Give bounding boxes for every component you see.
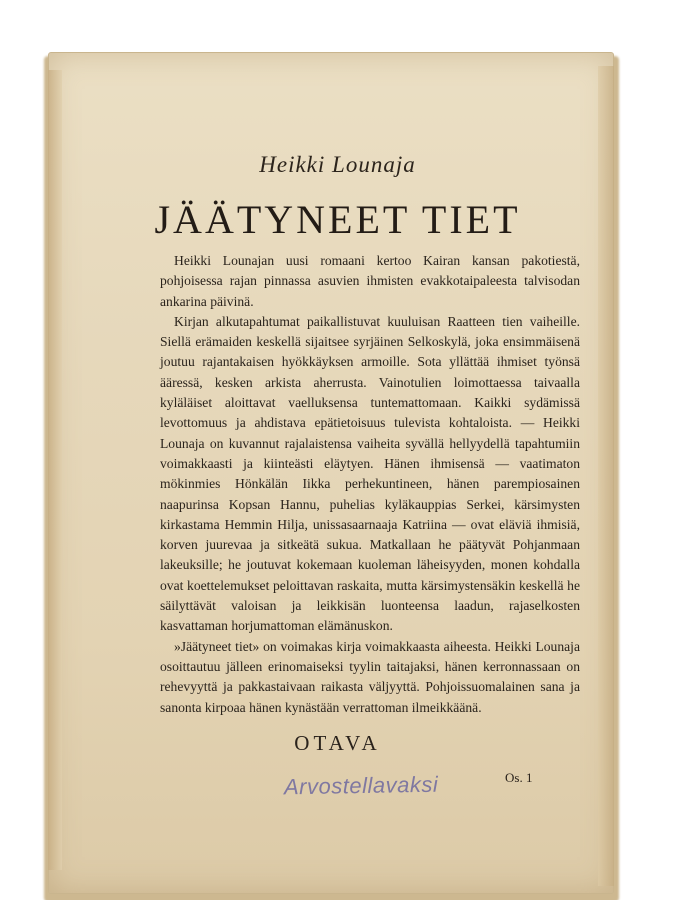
blurb-text	[160, 251, 580, 718]
blurb-paragraph: Heikki Lounajan uusi romaani kertoo Kairan kansan pakotiestä, pohjoisessa rajan pinnassa asuvien ihmisten evakkotaipaleesta talvisodan ankarina päivinä.	[160, 253, 580, 309]
publisher-name: OTAVA	[294, 731, 381, 755]
cover-right-edge	[598, 66, 614, 886]
volume-label: Os. 1	[505, 770, 533, 785]
blurb-paragraph: Kirjan alkutapahtumat paikallistuvat kuuluisan Raatteen tien vaiheille. Siellä erämaiden keskellä sijaitsee syrjäinen Selkoskylä, joka ensimmäisenä joutuu rajantakaisen hyökkäyksen armoille. Sota yllättää ihmiset työnsä ääressä, kesken arkista aherrusta. Vainotulien loimottaessa taivaalla kyläläiset aloittavat vaelluksensa tuntemattomaan. Kaikki sydämissä levottomuus ja ahdistava epätietoisuus tulevista kohtaloista. — Heikki Lounaja on kuvannut rajalaistensa vaiheita syvällä hellyydellä tapahtumiin voimakkaasti ja kiinteästi eläytyen. Hänen ihmisensä — vaatimaton mökinmies Hönkälän Iikka perhekuntineen, hänen parempiosainen naapurinsa Kopsan Hannu, puhelias kyläkauppias Serkei, kärsimysten kirkastama Hemmin Hilja, unissasaarnaaja Katriina — ovat eläviä ihmisiä, korven juurevaa ja sitkeätä sukua. Matkallaan he päätyvät Pohjanmaan lakeuksille; he joutuvat kokemaan kuoleman läheisyyden, monen kohdalla ovat koettelemukset peloittavan raskaita, mutta kärsimystensäkin keskellä he säilyttävät valoisan ja leikkisän luonteensa laadun, rajaselkosten kasvattaman horjumattoman elämänuskon.	[160, 313, 580, 634]
book-title: JÄÄTYNEET TIET	[154, 197, 521, 242]
author-name: Heikki Lounaja	[259, 152, 416, 177]
review-stamp: Arvostellavaksi	[283, 771, 439, 800]
blurb-paragraph: »Jäätyneet tiet» on voimakas kirja voimakkaasta aiheesta. Heikki Lounaja osoittautuu jälleen erinomaiseksi tyylin taitajaksi, hänen kerronnassaan on rehevyyttä ja pakkastaivaan raikasta väljyyttä. Pohjoissuomalainen sana ja sanonta kirpoaa hänen kynästään verrattoman ilmeikkäänä.	[160, 638, 580, 715]
